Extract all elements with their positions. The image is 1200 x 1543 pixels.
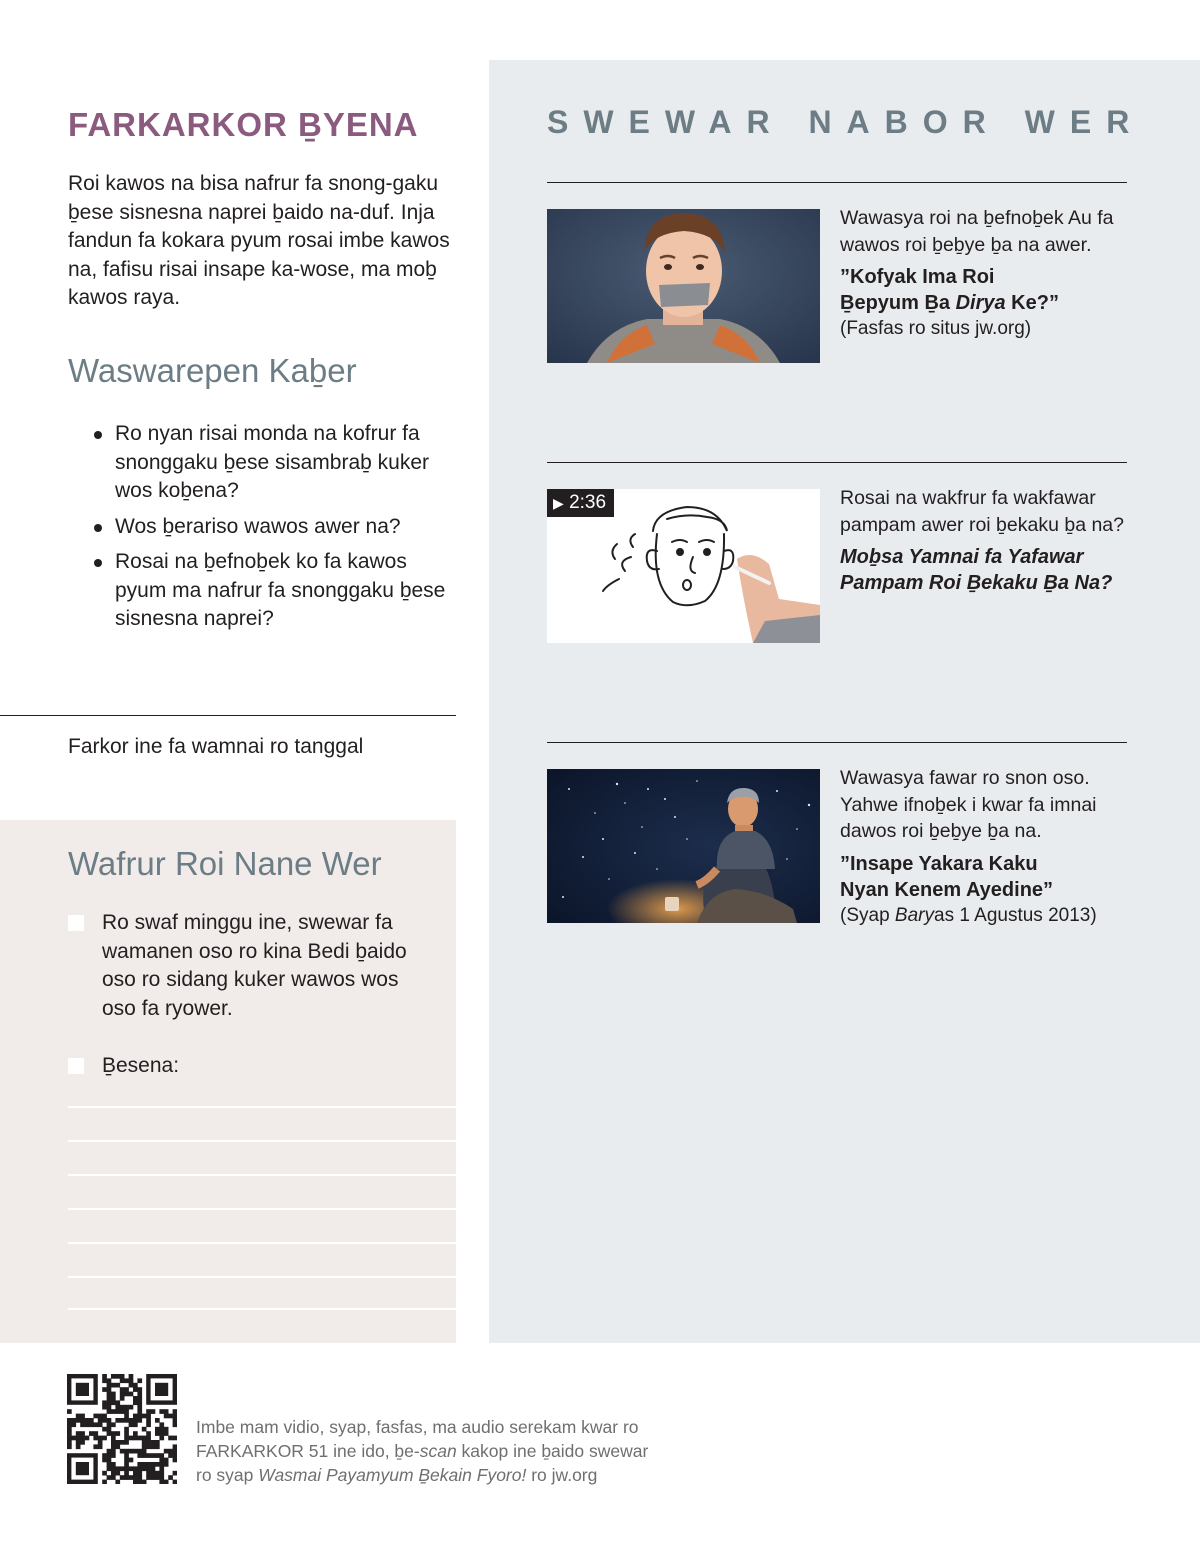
review-question: Rosai na ḇefnoḇek ko fa kawos pyum ma nafrur fa snonggaku ḇese sisnesna naprei? — [90, 548, 450, 634]
video-duration-badge — [547, 489, 614, 517]
write-line[interactable] — [68, 1242, 456, 1244]
review-title: Waswarepen Kaḇer — [68, 352, 357, 389]
article-source-b: as 1 Agustus 2013) — [934, 904, 1097, 926]
article-link-line-2-italic: Dirya — [955, 292, 1006, 314]
article-link-line-2: Nyan Kenem Ayedine” — [840, 878, 1054, 901]
article-source-a: (Syap — [840, 904, 895, 926]
man-under-night-sky-image — [547, 769, 820, 923]
qr-code[interactable] — [67, 1374, 177, 1484]
video-thumbnail[interactable] — [547, 489, 820, 643]
article-link-line-1: ”Kofyak Ima Roi — [840, 266, 995, 288]
article-description: Wawasya roi na ḇefnoḇek Au fa wawos roi ḇeḇye ḇa na awer. — [840, 207, 1114, 256]
footer-line-2a: FARKARKOR 51 ine ido, ḇe- — [196, 1441, 420, 1461]
footer-line-3b: ro jw.org — [526, 1465, 598, 1485]
plan-task-checkbox[interactable] — [68, 915, 84, 931]
divider — [547, 462, 1127, 463]
review-question: Wos ḇerariso wawos awer na? — [90, 513, 450, 542]
article-source — [840, 903, 1130, 930]
divider — [547, 742, 1127, 743]
write-line[interactable] — [68, 1140, 456, 1142]
article-link[interactable] — [840, 851, 1130, 903]
summary-title: FARKARKOR ḆYENA — [68, 106, 419, 143]
article-card-2 — [840, 765, 1130, 929]
article-link-line-2b: Ke?” — [1005, 292, 1059, 314]
qr-code-icon — [67, 1374, 177, 1484]
footer-line-1: Imbe mam vidio, syap, fasfas, ma audio serekam kwar ro — [196, 1417, 639, 1437]
write-line[interactable] — [68, 1308, 456, 1310]
write-line[interactable] — [68, 1208, 456, 1210]
plan-task-item — [68, 909, 438, 1023]
write-line[interactable] — [68, 1276, 456, 1278]
article-thumbnail[interactable] — [547, 769, 820, 923]
review-question: Ro nyan risai monda na kofrur fa snonggaku ḇese sisambraḇ kuker wos koḇena? — [90, 420, 450, 506]
explore-title: SWEWAR NABOR WER — [547, 104, 1145, 140]
plan-title: Wafrur Roi Nane Wer — [68, 845, 382, 882]
video-duration: 2:36 — [569, 492, 607, 513]
goal-date-label: Farkor ine fa wamnai ro tanggal — [68, 735, 364, 758]
write-line[interactable] — [68, 1106, 456, 1108]
article-link[interactable] — [840, 264, 1130, 316]
summary-text: Roi kawos na bisa nafrur fa snong-gaku ḇese sisnesna naprei ḇaido na-duf. Inja fandun fa kokara pyum rosai imbe kawos na, fafisu risai insape ka-wose, ma moḇ kawos raya. — [68, 172, 450, 309]
plan-other-checkbox[interactable] — [68, 1058, 84, 1074]
article-source: (Fasfas ro situs jw.org) — [840, 318, 1032, 339]
footer-text — [196, 1415, 696, 1487]
video-link[interactable]: Moḇsa Yamnai fa Yafawar Pampam Roi Ḇekaku Ḇa Na? — [840, 546, 1113, 594]
article-link-line-1: ”Insape Yakara Kaku — [840, 852, 1038, 875]
video-card — [840, 485, 1130, 596]
play-icon: ▶ — [553, 495, 564, 511]
teen-with-taped-mouth-image — [547, 209, 820, 363]
footer-line-2b: kakop ine ḇaido swewar — [456, 1441, 649, 1461]
divider — [0, 715, 456, 716]
article-source-italic: Bary — [894, 904, 934, 926]
video-description: Rosai na wakfrur fa wakfawar pampam awer roi ḇekaku ḇa na? — [840, 487, 1124, 536]
article-card-1 — [840, 205, 1130, 343]
divider — [547, 182, 1127, 183]
plan-other-item — [68, 1052, 438, 1081]
plan-box — [0, 820, 456, 1343]
plan-other-label: Ḇesena: — [102, 1054, 180, 1077]
plan-task-text: Ro swaf minggu ine, swewar fa wamanen oso ro kina Bedi ḇaido oso ro sidang kuker wawos wos oso fa ryower. — [102, 911, 407, 1020]
article-thumbnail[interactable] — [547, 209, 820, 363]
footer-line-3-italic: Wasmai Payamyum Ḇekain Fyoro! — [258, 1465, 527, 1485]
review-questions — [90, 420, 450, 641]
write-line[interactable] — [68, 1174, 456, 1176]
footer-line-3a: ro syap — [196, 1465, 259, 1485]
article-description: Wawasya fawar ro snon oso. Yahwe ifnoḇek i kwar fa imnai dawos roi ḇeḇye ḇa na. — [840, 767, 1097, 842]
footer-line-2-italic: scan — [419, 1441, 457, 1461]
article-link-line-2a: Ḇepyum Ḇa — [840, 292, 956, 314]
